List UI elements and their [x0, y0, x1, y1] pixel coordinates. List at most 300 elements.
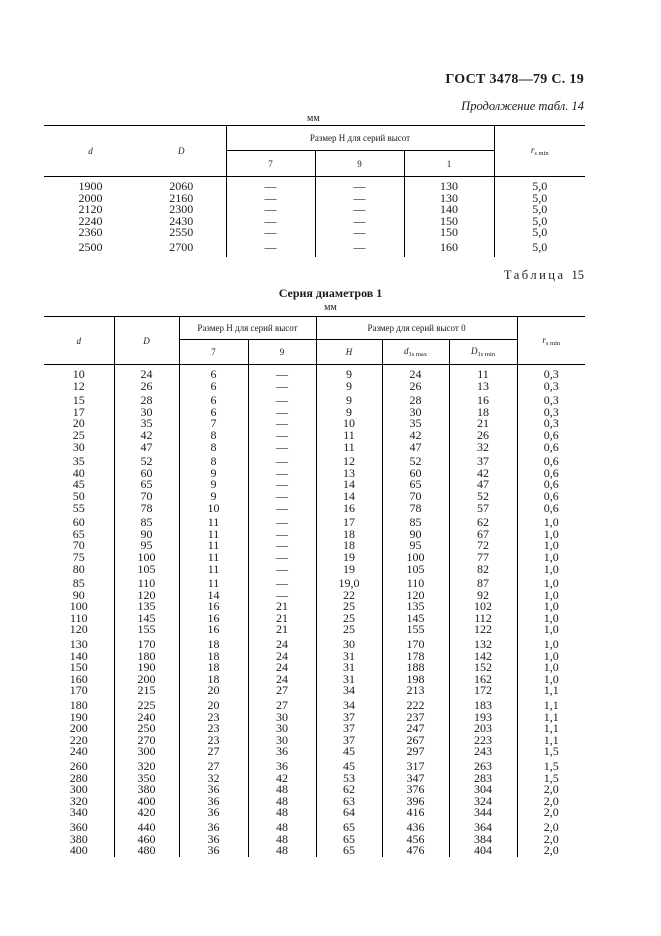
table-row — [44, 491, 585, 503]
table-cell: 65 — [316, 845, 382, 857]
table-cell: 130 — [404, 181, 494, 193]
table-cell: 65 — [72, 526, 85, 541]
table-cell: 11 — [316, 430, 382, 442]
table-row — [44, 746, 585, 758]
table-cell: 162 — [449, 674, 517, 686]
table-cell: 320 — [69, 793, 88, 808]
table-row — [44, 761, 585, 773]
table-cell: 5,0 — [494, 242, 585, 254]
table-cell: 23 — [179, 735, 248, 747]
table-cell: 57 — [449, 503, 517, 515]
table-cell: 2120 — [78, 202, 103, 217]
table-cell: 45 — [316, 746, 382, 758]
table-cell: 11 — [179, 517, 248, 529]
table-cell: — — [226, 227, 315, 239]
table-cell: 90 — [382, 529, 449, 541]
table-cell: 145 — [382, 613, 449, 625]
table-cell: 220 — [69, 732, 88, 747]
table-cell: 95 — [114, 540, 179, 552]
table-cell: 0,6 — [517, 491, 585, 503]
table-cell: 11 — [179, 564, 248, 576]
table-cell: — — [315, 227, 404, 239]
table-row — [44, 662, 585, 674]
table-cell: 16 — [179, 624, 248, 636]
table-cell: 155 — [382, 624, 449, 636]
table-cell: 0,3 — [517, 418, 585, 430]
table-cell: 36 — [179, 845, 248, 857]
table-row — [44, 735, 585, 747]
table-cell: 30 — [248, 735, 316, 747]
table-cell: — — [248, 456, 316, 468]
table-cell: 95 — [382, 540, 449, 552]
table-cell: 48 — [248, 834, 316, 846]
table-cell: 247 — [382, 723, 449, 735]
table-cell: 37 — [316, 723, 382, 735]
table15-unit: мм — [324, 302, 337, 313]
table-row — [44, 242, 585, 254]
header-h7: 7 — [179, 340, 248, 365]
table-cell: 0,3 — [517, 407, 585, 419]
table-cell: 9 — [179, 479, 248, 491]
table-row — [44, 564, 585, 576]
table-cell: 5,0 — [494, 227, 585, 239]
table-cell: 30 — [248, 723, 316, 735]
table-cell: 30 — [114, 407, 179, 419]
table-cell: 37 — [316, 735, 382, 747]
table-cell: 160 — [69, 671, 88, 686]
header-H: H — [316, 340, 382, 365]
table-row — [44, 613, 585, 625]
table-cell: 36 — [248, 746, 316, 758]
table-cell: 155 — [114, 624, 179, 636]
table-cell: 404 — [449, 845, 517, 857]
table-cell: 18 — [316, 529, 382, 541]
table-cell: 28 — [114, 395, 179, 407]
header-rs-min: $r_{s min}$ — [517, 317, 585, 365]
table-cell: 300 — [114, 746, 179, 758]
table-cell: 78 — [114, 503, 179, 515]
table-cell: — — [248, 468, 316, 480]
table-cell: 180 — [114, 651, 179, 663]
table-cell: 65 — [114, 479, 179, 491]
table-cell: 436 — [382, 822, 449, 834]
table-cell: 26 — [449, 430, 517, 442]
table-cell: 2240 — [78, 213, 103, 228]
table-cell: 150 — [404, 227, 494, 239]
table-cell: 140 — [69, 648, 88, 663]
table-cell: 0,6 — [517, 442, 585, 454]
table-cell: 65 — [382, 479, 449, 491]
table-cell: 1,5 — [517, 773, 585, 785]
table-cell: 12 — [72, 378, 85, 393]
table-cell: 18 — [316, 540, 382, 552]
table-row — [44, 845, 585, 857]
table-cell: 396 — [382, 796, 449, 808]
table-cell: 6 — [179, 395, 248, 407]
table-cell: 52 — [382, 456, 449, 468]
table-cell: 60 — [72, 515, 85, 530]
table-row — [44, 204, 585, 216]
table-cell: 0,6 — [517, 468, 585, 480]
table-row — [44, 834, 585, 846]
table-cell: 24 — [248, 651, 316, 663]
table-cell: 11 — [179, 529, 248, 541]
table15-body — [44, 365, 585, 857]
table-cell: 350 — [114, 773, 179, 785]
table-cell: 64 — [316, 807, 382, 819]
header-h9: 9 — [315, 151, 404, 177]
table-cell: 1,0 — [517, 590, 585, 602]
table-cell: 36 — [179, 807, 248, 819]
table-cell: 135 — [114, 601, 179, 613]
table-cell: 53 — [316, 773, 382, 785]
table-cell: 2550 — [169, 225, 194, 240]
table-cell: 112 — [449, 613, 517, 625]
table-cell: 222 — [382, 700, 449, 712]
table-cell: 110 — [382, 578, 449, 590]
table-cell: 190 — [69, 709, 88, 724]
table-cell: 140 — [404, 204, 494, 216]
table-cell: 100 — [114, 552, 179, 564]
table-cell: 80 — [72, 561, 85, 576]
table-cell: 132 — [449, 639, 517, 651]
table-cell: 200 — [114, 674, 179, 686]
table-cell: — — [248, 590, 316, 602]
table-cell: 188 — [382, 662, 449, 674]
table-cell: 240 — [114, 712, 179, 724]
table-cell: — — [248, 491, 316, 503]
table-cell: 36 — [179, 834, 248, 846]
table-cell: 320 — [114, 761, 179, 773]
table-cell: 90 — [114, 529, 179, 541]
table-cell: 15 — [72, 393, 85, 408]
header-h7: 7 — [226, 151, 315, 177]
table-cell: 7 — [179, 418, 248, 430]
table-cell: 380 — [69, 831, 88, 846]
table-cell: 18 — [179, 674, 248, 686]
table-row — [44, 468, 585, 480]
table-cell: 1,5 — [517, 761, 585, 773]
table-cell: 135 — [382, 601, 449, 613]
table-cell: 130 — [404, 193, 494, 205]
table-cell: 48 — [248, 822, 316, 834]
table-cell: 6 — [179, 407, 248, 419]
table-cell: — — [315, 204, 404, 216]
table-cell: 420 — [114, 807, 179, 819]
table-cell: 31 — [316, 674, 382, 686]
table-cell: 20 — [179, 700, 248, 712]
table-cell: 215 — [114, 685, 179, 697]
table-cell: 102 — [449, 601, 517, 613]
table-cell: 11 — [179, 578, 248, 590]
table-cell: 2700 — [169, 239, 194, 254]
table-cell: 122 — [449, 624, 517, 636]
table-cell: 18 — [179, 651, 248, 663]
table-cell: 8 — [179, 442, 248, 454]
table-cell: 2,0 — [517, 822, 585, 834]
table-cell: 267 — [382, 735, 449, 747]
table-cell: — — [248, 517, 316, 529]
table-cell: 2500 — [78, 239, 103, 254]
table-cell: — — [315, 216, 404, 228]
table-cell: 120 — [382, 590, 449, 602]
table-cell: 2430 — [169, 213, 194, 228]
table-cell: 460 — [114, 834, 179, 846]
table-cell: — — [226, 204, 315, 216]
table-cell: 110 — [69, 610, 88, 625]
table-cell: 9 — [316, 395, 382, 407]
header-D1s-min: $D_{1s min}$ — [449, 340, 517, 365]
table-cell: 1,0 — [517, 517, 585, 529]
table-cell: 0,6 — [517, 456, 585, 468]
table-cell: 25 — [316, 613, 382, 625]
table-cell: 30 — [316, 639, 382, 651]
table-cell: 2,0 — [517, 807, 585, 819]
table-cell: — — [226, 242, 315, 254]
table-cell: 200 — [69, 721, 88, 736]
table-cell: 70 — [114, 491, 179, 503]
table-cell: — — [248, 552, 316, 564]
table-cell: 27 — [248, 700, 316, 712]
table-cell: 30 — [382, 407, 449, 419]
table-cell: 400 — [114, 796, 179, 808]
table-cell: 31 — [316, 662, 382, 674]
table-cell: 9 — [316, 381, 382, 393]
table-cell: 11 — [449, 369, 517, 381]
table-cell: 5,0 — [494, 216, 585, 228]
table-cell: 240 — [69, 744, 88, 759]
table-cell: 90 — [72, 587, 85, 602]
table-cell: 35 — [382, 418, 449, 430]
table-row — [44, 407, 585, 419]
table-cell: 180 — [69, 698, 88, 713]
table-cell: 280 — [69, 770, 88, 785]
table-cell: 26 — [114, 381, 179, 393]
table-cell: 142 — [449, 651, 517, 663]
table-cell: 82 — [449, 564, 517, 576]
table-cell: 25 — [316, 601, 382, 613]
table-cell: 1,0 — [517, 601, 585, 613]
table-14-continuation — [44, 125, 585, 257]
table-cell: 27 — [248, 685, 316, 697]
table-cell: 376 — [382, 784, 449, 796]
header-D: D — [114, 317, 179, 365]
table-cell: 300 — [69, 782, 88, 797]
table-cell: 50 — [72, 488, 85, 503]
table-cell: 10 — [316, 418, 382, 430]
table-row — [44, 395, 585, 407]
table-cell: 47 — [449, 479, 517, 491]
table-cell: — — [248, 503, 316, 515]
table-cell: 476 — [382, 845, 449, 857]
table-cell: 32 — [449, 442, 517, 454]
table-cell: 11 — [316, 442, 382, 454]
table-cell: 2,0 — [517, 834, 585, 846]
table-cell: 30 — [72, 439, 85, 454]
table-cell: — — [248, 407, 316, 419]
table-cell: — — [315, 181, 404, 193]
table-cell: 0,3 — [517, 369, 585, 381]
table-row — [44, 651, 585, 663]
table-cell: — — [248, 564, 316, 576]
table-cell: 25 — [316, 624, 382, 636]
table-cell: 2,0 — [517, 784, 585, 796]
table-row — [44, 700, 585, 712]
table-cell: 30 — [248, 712, 316, 724]
table-cell: 2,0 — [517, 845, 585, 857]
table-cell: 270 — [114, 735, 179, 747]
series-title: Серия диаметров 1 — [278, 286, 383, 300]
table-cell: 0,3 — [517, 395, 585, 407]
table-cell: 11 — [179, 540, 248, 552]
header-D: D — [137, 126, 226, 177]
table-cell: 150 — [69, 660, 88, 675]
table-cell: 42 — [114, 430, 179, 442]
table-row — [44, 624, 585, 636]
table-cell: 1,1 — [517, 723, 585, 735]
table-cell: 18 — [179, 662, 248, 674]
table-cell: 23 — [179, 723, 248, 735]
table-cell: — — [226, 216, 315, 228]
table-cell: 19 — [316, 564, 382, 576]
table-cell: 145 — [114, 613, 179, 625]
table-cell: 2,0 — [517, 796, 585, 808]
table-cell: 1,0 — [517, 662, 585, 674]
table-cell: 87 — [449, 578, 517, 590]
table-row — [44, 456, 585, 468]
table-cell: 170 — [382, 639, 449, 651]
table-cell: 1,0 — [517, 552, 585, 564]
table-cell: 5,0 — [494, 181, 585, 193]
table-cell: 20 — [179, 685, 248, 697]
table-row — [44, 723, 585, 735]
table-row — [44, 784, 585, 796]
table-cell: 18 — [179, 639, 248, 651]
table-row — [44, 418, 585, 430]
table-cell: 28 — [382, 395, 449, 407]
table-cell: 19 — [316, 552, 382, 564]
table-cell: 456 — [382, 834, 449, 846]
table-row — [44, 430, 585, 442]
table-cell: 92 — [449, 590, 517, 602]
table-cell: — — [248, 578, 316, 590]
table-cell: 17 — [316, 517, 382, 529]
table-cell: 85 — [114, 517, 179, 529]
header-d: d — [44, 126, 137, 177]
table-cell: 45 — [72, 477, 85, 492]
table-row — [44, 590, 585, 602]
table-cell: 16 — [179, 613, 248, 625]
table-cell: 60 — [382, 468, 449, 480]
table-cell: 24 — [382, 369, 449, 381]
table-cell: 16 — [316, 503, 382, 515]
table-cell: 37 — [449, 456, 517, 468]
table-cell: 223 — [449, 735, 517, 747]
table-cell: 1,0 — [517, 674, 585, 686]
table-cell: 35 — [72, 454, 85, 469]
table-cell: 23 — [179, 712, 248, 724]
table14-unit: мм — [307, 113, 320, 124]
table-cell: 35 — [114, 418, 179, 430]
table-row — [44, 685, 585, 697]
table-cell: 24 — [114, 369, 179, 381]
table-cell: 100 — [69, 599, 88, 614]
table-row — [44, 601, 585, 613]
table-cell: 47 — [114, 442, 179, 454]
table-cell: — — [248, 418, 316, 430]
table-cell: 1,1 — [517, 712, 585, 724]
table-cell: 480 — [114, 845, 179, 857]
header-group-0: Размер для серий высот 0 — [316, 317, 517, 340]
table-cell: 1,0 — [517, 540, 585, 552]
table-cell: 170 — [69, 683, 88, 698]
table-cell: 13 — [316, 468, 382, 480]
table-cell: 225 — [114, 700, 179, 712]
table-cell: 120 — [69, 622, 88, 637]
table-cell: 237 — [382, 712, 449, 724]
table-row — [44, 381, 585, 393]
table-row — [44, 442, 585, 454]
table-cell: 62 — [449, 517, 517, 529]
header-group-h: Размер H для серий высот — [179, 317, 316, 340]
table-cell: 19,0 — [316, 578, 382, 590]
table-cell: 340 — [69, 805, 88, 820]
table15-caption: Таблица 15 — [503, 268, 584, 282]
table-cell: 1,1 — [517, 700, 585, 712]
table-cell: 10 — [179, 503, 248, 515]
table-cell: 297 — [382, 746, 449, 758]
table-cell: 36 — [248, 761, 316, 773]
table-cell: 2000 — [78, 190, 103, 205]
table-cell: 42 — [449, 468, 517, 480]
table-row — [44, 369, 585, 381]
table-cell: 42 — [248, 773, 316, 785]
table-cell: 21 — [449, 418, 517, 430]
table-cell: 347 — [382, 773, 449, 785]
continuation-caption: Продолжение табл. 14 — [461, 99, 584, 113]
table-cell: 152 — [449, 662, 517, 674]
table-cell: 2360 — [78, 225, 103, 240]
table-cell: 25 — [72, 427, 85, 442]
table-cell: 9 — [316, 369, 382, 381]
table-cell: 52 — [449, 491, 517, 503]
table-cell: 160 — [404, 242, 494, 254]
table-cell: 27 — [179, 761, 248, 773]
table-cell: 48 — [248, 796, 316, 808]
table-cell: 40 — [72, 465, 85, 480]
table-cell: 1,0 — [517, 578, 585, 590]
table-cell: 32 — [179, 773, 248, 785]
table-cell: 24 — [248, 662, 316, 674]
table-cell: 45 — [316, 761, 382, 773]
header-d1s-max: $d_{1s max}$ — [382, 340, 449, 365]
table-cell: 364 — [449, 822, 517, 834]
table-cell: 1900 — [78, 179, 103, 193]
table-cell: 6 — [179, 381, 248, 393]
table-cell: 48 — [248, 845, 316, 857]
table-cell: 26 — [382, 381, 449, 393]
table-cell: 250 — [114, 723, 179, 735]
table-cell: 24 — [248, 674, 316, 686]
table-cell: 324 — [449, 796, 517, 808]
table-cell: — — [248, 381, 316, 393]
table-cell: 37 — [316, 712, 382, 724]
table-cell: 384 — [449, 834, 517, 846]
table-cell: 243 — [449, 746, 517, 758]
table-row — [44, 216, 585, 228]
table-cell: 6 — [179, 369, 248, 381]
table-cell: 1,5 — [517, 746, 585, 758]
